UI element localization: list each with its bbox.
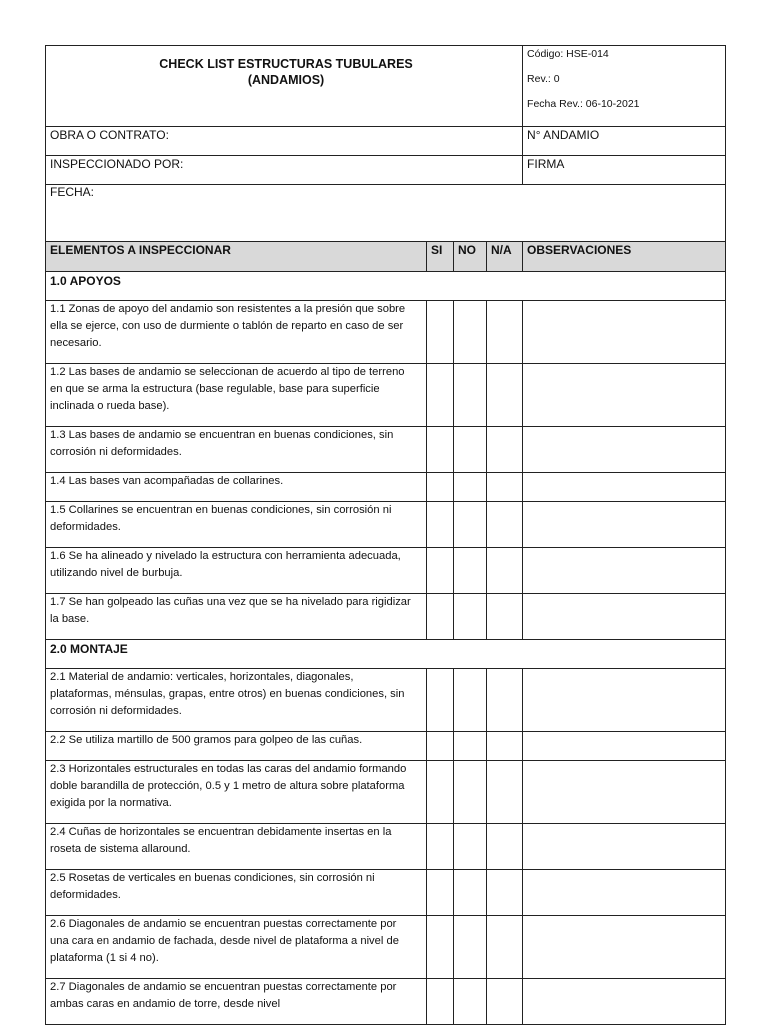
si-cell[interactable] — [427, 548, 454, 594]
codigo-text: Código: HSE-014 — [527, 48, 609, 60]
na-cell[interactable] — [487, 916, 523, 979]
checklist-sheet — [45, 45, 725, 1025]
no-cell[interactable] — [454, 427, 487, 473]
checklist-item-row — [46, 594, 726, 640]
item-text: 2.6 Diagonales de andamio se encuentran puestas correctamente por una cara en andamio de fachada, desde nivel de plataforma a nivel de plataforma (1 si 4 no). — [46, 916, 427, 979]
observaciones-cell[interactable] — [523, 916, 726, 979]
col-si: SI — [427, 242, 454, 272]
no-cell[interactable] — [454, 548, 487, 594]
column-header-row — [46, 242, 726, 272]
checklist-item-row — [46, 824, 726, 870]
si-cell[interactable] — [427, 732, 454, 761]
si-cell[interactable] — [427, 824, 454, 870]
item-text: 1.7 Se han golpeado las cuñas una vez que se ha nivelado para rigidizar la base. — [46, 594, 427, 640]
item-text: 2.4 Cuñas de horizontales se encuentran debidamente insertas en la roseta de sistema allaround. — [46, 824, 427, 870]
na-cell[interactable] — [487, 502, 523, 548]
no-cell[interactable] — [454, 979, 487, 1025]
andamio-field[interactable]: N° ANDAMIO — [523, 127, 726, 156]
checklist-item-row — [46, 669, 726, 732]
fecha-row — [46, 185, 726, 242]
no-cell[interactable] — [454, 594, 487, 640]
section-title: 2.0 MONTAJE — [46, 640, 726, 669]
item-text: 2.2 Se utiliza martillo de 500 gramos para golpeo de las cuñas. — [46, 732, 427, 761]
si-cell[interactable] — [427, 916, 454, 979]
firma-field[interactable]: FIRMA — [523, 156, 726, 185]
na-cell[interactable] — [487, 364, 523, 427]
obra-row — [46, 127, 726, 156]
item-text: 2.7 Diagonales de andamio se encuentran puestas correctamente por ambas caras en andamio de torre, desde nivel — [46, 979, 427, 1025]
section-title: 1.0 APOYOS — [46, 272, 726, 301]
observaciones-cell[interactable] — [523, 761, 726, 824]
rev-text: Rev.: 0 — [527, 73, 560, 85]
no-cell[interactable] — [454, 916, 487, 979]
checklist-item-row — [46, 916, 726, 979]
section-row — [46, 640, 726, 669]
na-cell[interactable] — [487, 473, 523, 502]
no-cell[interactable] — [454, 473, 487, 502]
na-cell[interactable] — [487, 427, 523, 473]
observaciones-cell[interactable] — [523, 502, 726, 548]
observaciones-cell[interactable] — [523, 473, 726, 502]
checklist-item-row — [46, 473, 726, 502]
col-na: N/A — [487, 242, 523, 272]
item-text: 1.3 Las bases de andamio se encuentran en buenas condiciones, sin corrosión ni deformidades. — [46, 427, 427, 473]
no-cell[interactable] — [454, 732, 487, 761]
si-cell[interactable] — [427, 870, 454, 916]
checklist-item-row — [46, 502, 726, 548]
document-meta — [523, 46, 726, 127]
header-row — [46, 46, 726, 127]
si-cell[interactable] — [427, 761, 454, 824]
title-line-1: CHECK LIST ESTRUCTURAS TUBULARES — [159, 57, 413, 71]
col-observaciones: OBSERVACIONES — [523, 242, 726, 272]
no-cell[interactable] — [454, 502, 487, 548]
item-text: 2.3 Horizontales estructurales en todas las caras del andamio formando doble barandilla de protección, 0.5 y 1 metro de altura sobre plataforma exigida por la normativa. — [46, 761, 427, 824]
na-cell[interactable] — [487, 548, 523, 594]
fecha-field[interactable]: FECHA: — [46, 185, 726, 242]
checklist-item-row — [46, 761, 726, 824]
na-cell[interactable] — [487, 979, 523, 1025]
col-elementos: ELEMENTOS A INSPECCIONAR — [46, 242, 427, 272]
na-cell[interactable] — [487, 870, 523, 916]
checklist-item-row — [46, 732, 726, 761]
si-cell[interactable] — [427, 301, 454, 364]
item-text: 1.1 Zonas de apoyo del andamio son resistentes a la presión que sobre ella se ejerce, con uso de durmiente o tablón de reparto en caso de ser necesario. — [46, 301, 427, 364]
observaciones-cell[interactable] — [523, 594, 726, 640]
observaciones-cell[interactable] — [523, 427, 726, 473]
no-cell[interactable] — [454, 870, 487, 916]
na-cell[interactable] — [487, 732, 523, 761]
checklist-item-row — [46, 979, 726, 1025]
na-cell[interactable] — [487, 669, 523, 732]
si-cell[interactable] — [427, 473, 454, 502]
item-text: 1.6 Se ha alineado y nivelado la estructura con herramienta adecuada, utilizando nivel de burbuja. — [46, 548, 427, 594]
no-cell[interactable] — [454, 761, 487, 824]
item-text: 2.1 Material de andamio: verticales, horizontales, diagonales, plataformas, ménsulas, grapas, entre otros) en buenas condiciones, sin corrosión ni deformidades. — [46, 669, 427, 732]
observaciones-cell[interactable] — [523, 548, 726, 594]
title-line-2: (ANDAMIOS) — [247, 73, 325, 87]
si-cell[interactable] — [427, 502, 454, 548]
obra-field[interactable]: OBRA O CONTRATO: — [46, 127, 523, 156]
observaciones-cell[interactable] — [523, 732, 726, 761]
checklist-item-row — [46, 301, 726, 364]
si-cell[interactable] — [427, 427, 454, 473]
observaciones-cell[interactable] — [523, 979, 726, 1025]
checklist-item-row — [46, 427, 726, 473]
na-cell[interactable] — [487, 301, 523, 364]
item-text: 1.2 Las bases de andamio se seleccionan de acuerdo al tipo de terreno en que se arma la estructura (base regulable, base para superficie inclinada o rueda base). — [46, 364, 427, 427]
na-cell[interactable] — [487, 824, 523, 870]
observaciones-cell[interactable] — [523, 364, 726, 427]
checklist-item-row — [46, 870, 726, 916]
observaciones-cell[interactable] — [523, 824, 726, 870]
no-cell[interactable] — [454, 824, 487, 870]
na-cell[interactable] — [487, 761, 523, 824]
observaciones-cell[interactable] — [523, 870, 726, 916]
no-cell[interactable] — [454, 364, 487, 427]
item-text: 2.5 Rosetas de verticales en buenas condiciones, sin corrosión ni deformidades. — [46, 870, 427, 916]
inspeccionado-row — [46, 156, 726, 185]
document-title — [46, 46, 523, 127]
na-cell[interactable] — [487, 594, 523, 640]
si-cell[interactable] — [427, 364, 454, 427]
observaciones-cell[interactable] — [523, 669, 726, 732]
si-cell[interactable] — [427, 979, 454, 1025]
inspeccionado-field[interactable]: INSPECCIONADO POR: — [46, 156, 523, 185]
observaciones-cell[interactable] — [523, 301, 726, 364]
fecha-rev-text: Fecha Rev.: 06-10-2021 — [527, 98, 640, 110]
section-row — [46, 272, 726, 301]
no-cell[interactable] — [454, 301, 487, 364]
item-text: 1.4 Las bases van acompañadas de collarines. — [46, 473, 427, 502]
item-text: 1.5 Collarines se encuentran en buenas condiciones, sin corrosión ni deformidades. — [46, 502, 427, 548]
si-cell[interactable] — [427, 669, 454, 732]
checklist-item-row — [46, 548, 726, 594]
no-cell[interactable] — [454, 669, 487, 732]
checklist-item-row — [46, 364, 726, 427]
si-cell[interactable] — [427, 594, 454, 640]
checklist-table — [45, 45, 726, 1025]
col-no: NO — [454, 242, 487, 272]
